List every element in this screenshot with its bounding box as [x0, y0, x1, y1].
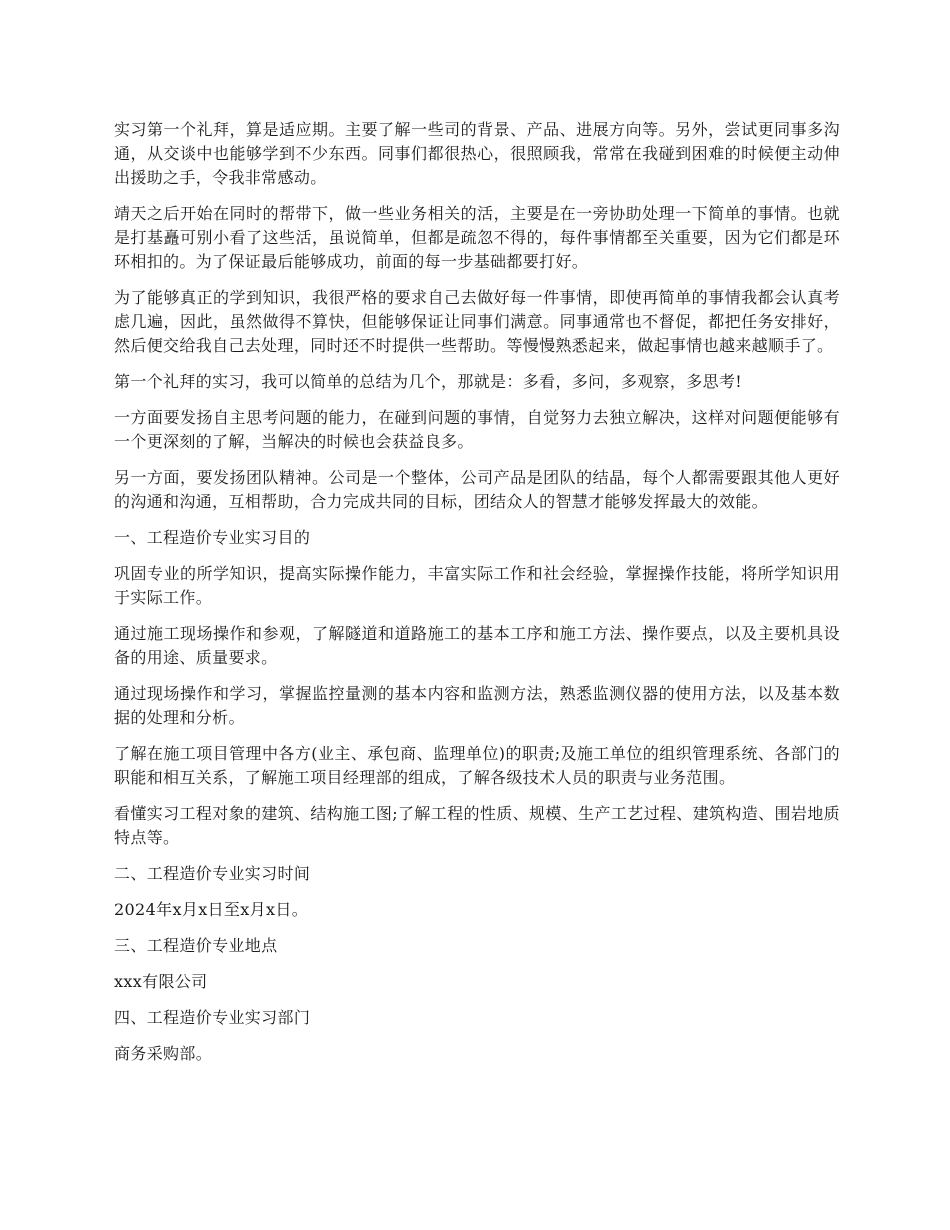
- section-heading-purpose: 一、工程造价专业实习目的: [114, 528, 311, 547]
- paragraph-week1-adaptation: 实习第一个礼拜，算是适应期。主要了解一些司的背景、产品、进展方向等。另外，尝试更同事多沟通，从交谈中也能够学到不少东西。同事们都很热心，很照顾我，常常在我碰到困难的时候便主动伸出援助之手，令我非常感动。: [114, 120, 840, 187]
- paragraph-learning-attitude: 为了能够真正的学到知识，我很严格的要求自己去做好每一件事情，即使再简单的事情我都会认真考虑几遍，因此，虽然做得不算快，但能够保证让同事们满意。同事通常也不督促，都把任务安排好，然后便交给我自己去处理，同时还不时提供一些帮助。等慢慢熟悉起来，做起事情也越来越顺手了。: [114, 288, 840, 355]
- paragraph-independent-thinking: 一方面要发扬自主思考问题的能力，在碰到问题的事情，自觉努力去独立解决，这样对问题便能够有一个更深刻的了解，当解决的时候也会获益良多。: [114, 408, 840, 451]
- paragraph-team-spirit: 另一方面，要发扬团队精神。公司是一个整体，公司产品是团队的结晶，每个人都需要跟其他人更好的沟通和沟通，互相帮助，合力完成共同的目标，团结众人的智慧才能够发挥最大的效能。: [114, 468, 840, 511]
- paragraph-purpose-4: 了解在施工项目管理中各方(业主、承包商、监理单位)的职责;及施工单位的组织管理系统、各部门的职能和相互关系，了解施工项目经理部的组成，了解各级技术人员的职责与业务范围。: [114, 744, 840, 787]
- paragraph-location: xxx有限公司: [114, 972, 208, 991]
- paragraph-department: 商务采购部。: [114, 1044, 213, 1063]
- section-heading-time: 二、工程造价专业实习时间: [114, 864, 311, 883]
- paragraph-purpose-1: 巩固专业的所学知识，提高实际操作能力，丰富实际工作和社会经验，掌握操作技能，将所学知识用于实际工作。: [114, 564, 840, 607]
- section-heading-department: 四、工程造价专业实习部门: [114, 1008, 311, 1027]
- paragraph-purpose-2: 通过施工现场操作和参观，了解隧道和道路施工的基本工序和施工方法、操作要点，以及主要机具设备的用途、质量要求。: [114, 624, 840, 667]
- paragraph-assisting-work: 靖天之后开始在同时的帮带下，做一些业务相关的活，主要是在一旁协助处理一下简单的事情。也就是打基矗可别小看了这些活，虽说简单，但都是疏忽不得的，每件事情都至关重要，因为它们都是环环相扣的。为了保证最后能够成功，前面的每一步基础都要打好。: [114, 204, 840, 271]
- section-heading-location: 三、工程造价专业地点: [114, 936, 278, 955]
- paragraph-purpose-5: 看懂实习工程对象的建筑、结构施工图;了解工程的性质、规模、生产工艺过程、建筑构造、围岩地质特点等。: [114, 804, 840, 847]
- document-body: [114, 118, 840, 1078]
- paragraph-summary: 第一个礼拜的实习，我可以简单的总结为几个，那就是：多看，多问，多观察，多思考!: [114, 372, 743, 391]
- paragraph-purpose-3: 通过现场操作和学习，掌握监控量测的基本内容和监测方法，熟悉监测仪器的使用方法，以及基本数据的处理和分析。: [114, 684, 840, 727]
- paragraph-time: 2024年x月x日至x月x日。: [114, 900, 309, 919]
